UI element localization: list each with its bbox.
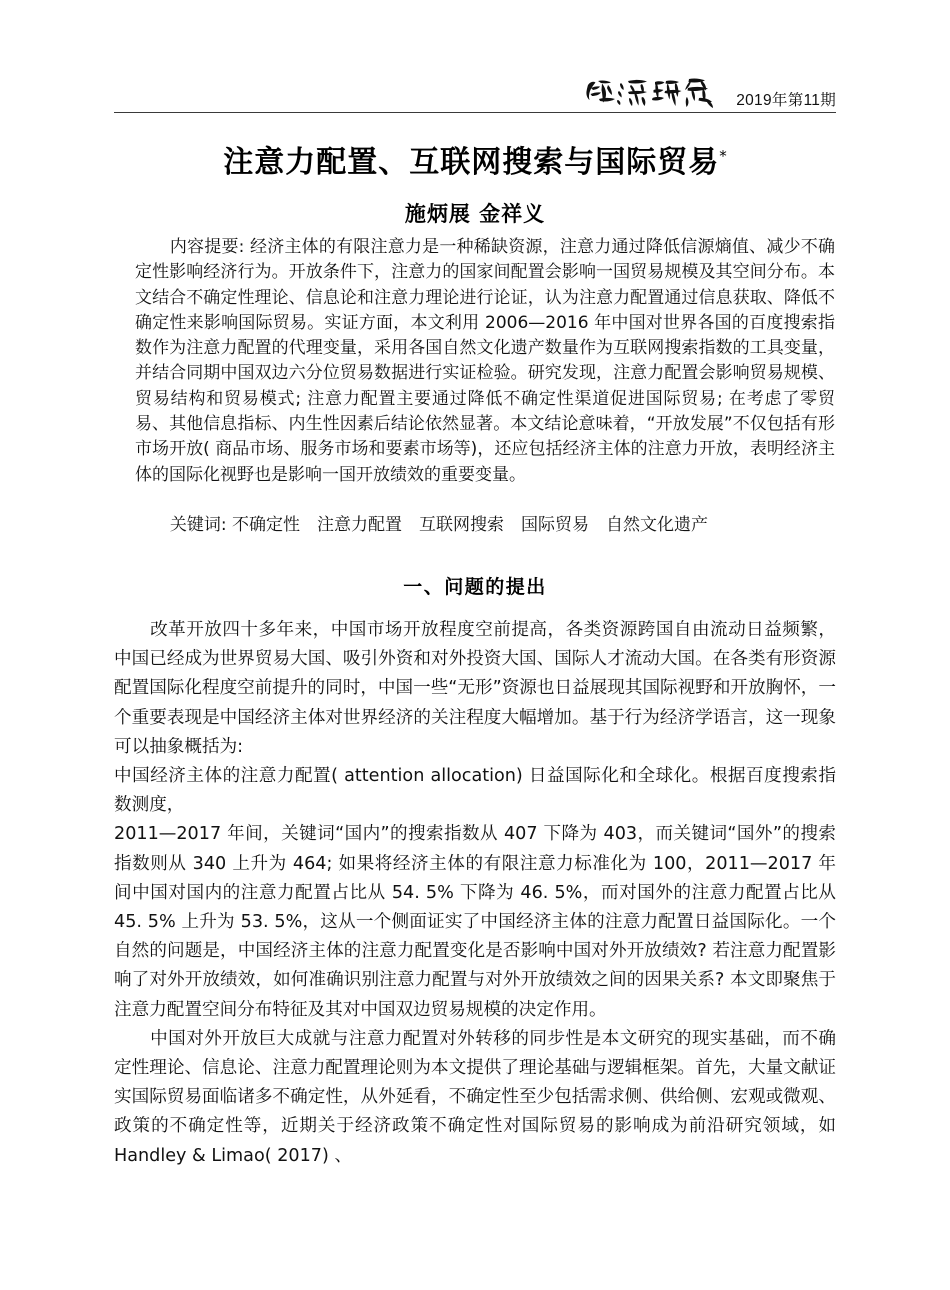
abstract-text: 内容提要: 经济主体的有限注意力是一种稀缺资源，注意力通过降低信源熵值、减少不确定性影响经济行为。开放条件下，注意力的国家间配置会影响一国贸易规模及其空间分布。本文结合不确定性理论、信息论和注意力理论进行论证，认为注意力配置通过信息获取、降低不确定性来影响国际贸易。实证方面，本文利用 2006—2016 年中国对世界各国的百度搜索指数作为注意力配置的代理变量，采用各国自然文化遗产数量作为互联网搜索指数的工具变量，并结合同期中国双边六分位贸易数据进行实证检验。研究发现，注意力配置会影响贸易规模、贸易结构和贸易模式; 注意力配置主要通过降低不确定性渠道促进国际贸易; 在考虑了零贸易、其他信息指标、内生性因素后结论依然显著。本文结论意味着，“开放发展”不仅包括有形市场开放( 商品市场、服务市场和要素市场等)，还应包括经济主体的注意力开放，表明经济主体的国际化视野也是影响一国开放绩效的重要变量。 xyxy=(135,237,835,485)
masthead-divider xyxy=(114,112,836,113)
issue-label: 2019年第11期 xyxy=(736,92,836,109)
keywords-line xyxy=(135,513,835,538)
title-footnote-marker: * xyxy=(719,147,727,165)
abstract-block xyxy=(135,235,835,488)
page-title xyxy=(114,134,836,185)
body-text-block xyxy=(114,616,836,1171)
body-paragraph-1: 改革开放四十多年来，中国市场开放程度空前提高，各类资源跨国自由流动日益频繁，中国已经成为世界贸易大国、吸引外资和对外投资大国、国际人才流动大国。在各类有形资源配置国际化程度空前提升的同时，中国一些“无形”资源也日益展现其国际视野和开放胸怀，一个重要表现是中国经济主体对世界经济的关注程度大幅增加。基于行为经济学语言，这一现象可以抽象概括为: xyxy=(114,620,836,757)
authors-line: 施炳展 金祥义 xyxy=(404,202,546,226)
jingji-yanjiu-calligraphy-logo xyxy=(582,70,732,112)
body-paragraph-3: 2011—2017 年间，关键词“国内”的搜索指数从 407 下降为 403，而关键词“国外”的搜索指数则从 340 上升为 464; 如果将经济主体的有限注意力标准化为 100，2011—2017 年间中国对国内的注意力配置占比从 54. 5% 下降为 46. 5%，而对国外的注意力配置占比从 45. 5% 上升为 53. 5%，这从一个侧面证实了中国经济主体的注意力配置日益国际化。一个自然的问题是，中国经济主体的注意力配置变化是否影响中国对外开放绩效? 若注意力配置影响了对外开放绩效，如何准确识别注意力配置与对外开放绩效之间的因果关系? 本文即聚焦于注意力配置空间分布特征及其对中国双边贸易规模的决定作用。 xyxy=(114,824,836,1020)
page-title-text: 注意力配置、互联网搜索与国际贸易 xyxy=(223,145,720,180)
section-heading-1: 一、问题的提出 xyxy=(403,576,547,598)
abstract-paragraph xyxy=(135,235,835,488)
body-paragraph-4: 中国对外开放巨大成就与注意力配置对外转移的同步性是本文研究的现实基础，而不确定性理论、信息论、注意力配置理论则为本文提供了理论基础与逻辑框架。首先，大量文献证实国际贸易面临诸多不确定性，从外延看，不确定性至少包括需求侧、供给侧、宏观或微观、政策的不确定性等，近期关于经济政策不确定性对国际贸易的影响成为前沿研究领域，如 Handley & Limao( 2017) 、 xyxy=(114,1028,836,1166)
journal-masthead xyxy=(114,62,836,112)
keywords-text: 关键词: 不确定性 注意力配置 互联网搜索 国际贸易 自然文化遗产 xyxy=(169,515,708,535)
body-paragraph-2: 中国经济主体的注意力配置( attention allocation) 日益国际化和全球化。根据百度搜索指数测度， xyxy=(114,766,836,816)
